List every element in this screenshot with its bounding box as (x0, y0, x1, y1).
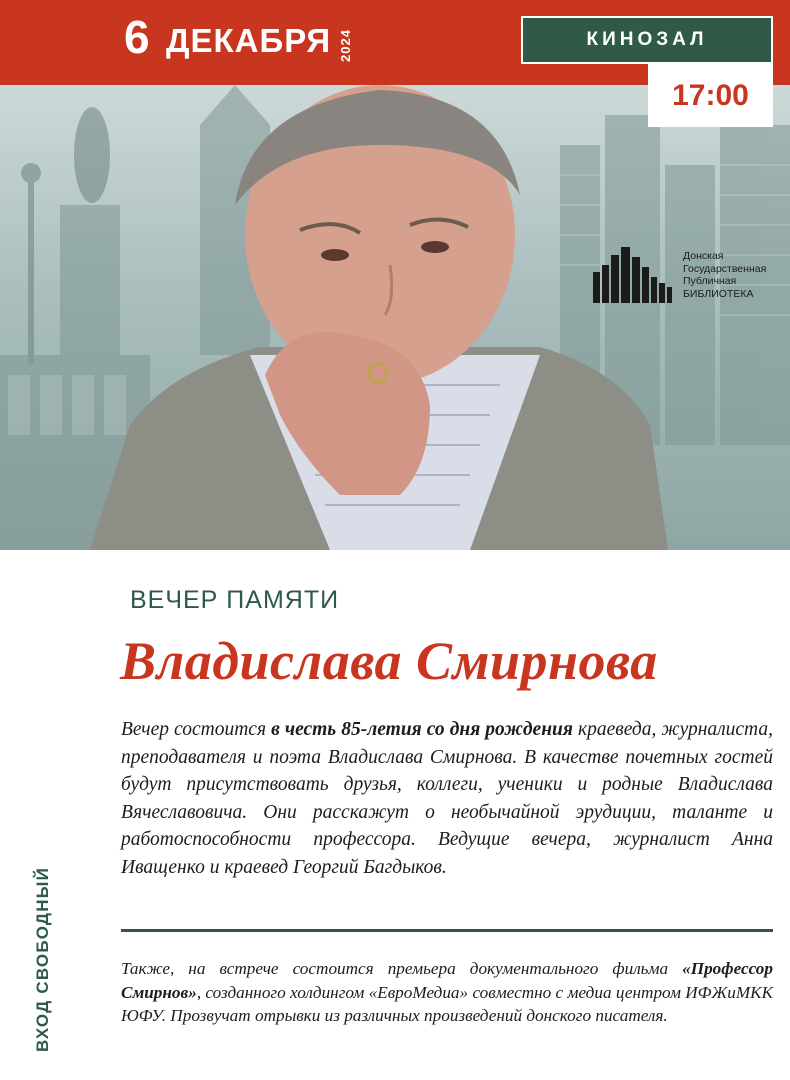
desc-text: Вечер состоится (121, 719, 272, 740)
date-year: 2024 (338, 29, 353, 62)
library-name (683, 250, 766, 300)
section-divider (121, 929, 773, 932)
hall-badge (521, 16, 773, 64)
film-title: «Профессор Смирнов» (121, 959, 773, 1002)
desc-text: краеведа, журналиста, преподавателя и поэта Владислава Смирнова. В качестве почетных гостей будут присутствовать друзья, коллеги, ученики и родные Владислава Вячеславовича. Они расскажут о необычайной эрудиции, таланте и работоспособности профессора. Ведущие вечера, журналист Анна Иващенко и краевед Георгий Багдыков. (121, 719, 773, 878)
photo-illustration (0, 85, 790, 550)
portrait-photo (0, 85, 790, 550)
hall-label: КИНОЗАЛ (586, 29, 708, 50)
premiere-note (121, 957, 773, 1028)
library-name-line: Государственная (683, 262, 767, 275)
event-name-title: Владислава Смирнова (120, 631, 658, 691)
monument-pedestal (60, 205, 120, 355)
event-subtitle: ВЕЧЕР ПАМЯТИ (130, 586, 340, 614)
library-books-icon (593, 247, 673, 303)
time-badge (648, 64, 773, 127)
library-name-line: Публичная (683, 275, 737, 287)
free-entry-label: ВХОД СВОБОДНЫЙ (33, 867, 52, 1052)
time-label: 17:00 (672, 79, 749, 112)
premiere-text: , созданного холдингом «ЕвроМедиа» совместно с медиа центром ИФЖиМКК ЮФУ. Прозвучат отрывки из различных произведений донского писателя. (121, 982, 773, 1025)
library-logo (593, 247, 773, 303)
monument-statue (74, 107, 110, 203)
date-day: 6 (124, 11, 150, 63)
library-name-line: Донская (683, 250, 724, 262)
event-description (121, 716, 773, 881)
desc-bold-text: в честь 85-летия со дня рождения (271, 719, 573, 740)
library-name-line: БИБЛИОТЕКА (683, 287, 754, 300)
date-month: ДЕКАБРЯ (166, 22, 332, 59)
premiere-text: Также, на встрече состоится премьера документального фильма (121, 959, 683, 978)
